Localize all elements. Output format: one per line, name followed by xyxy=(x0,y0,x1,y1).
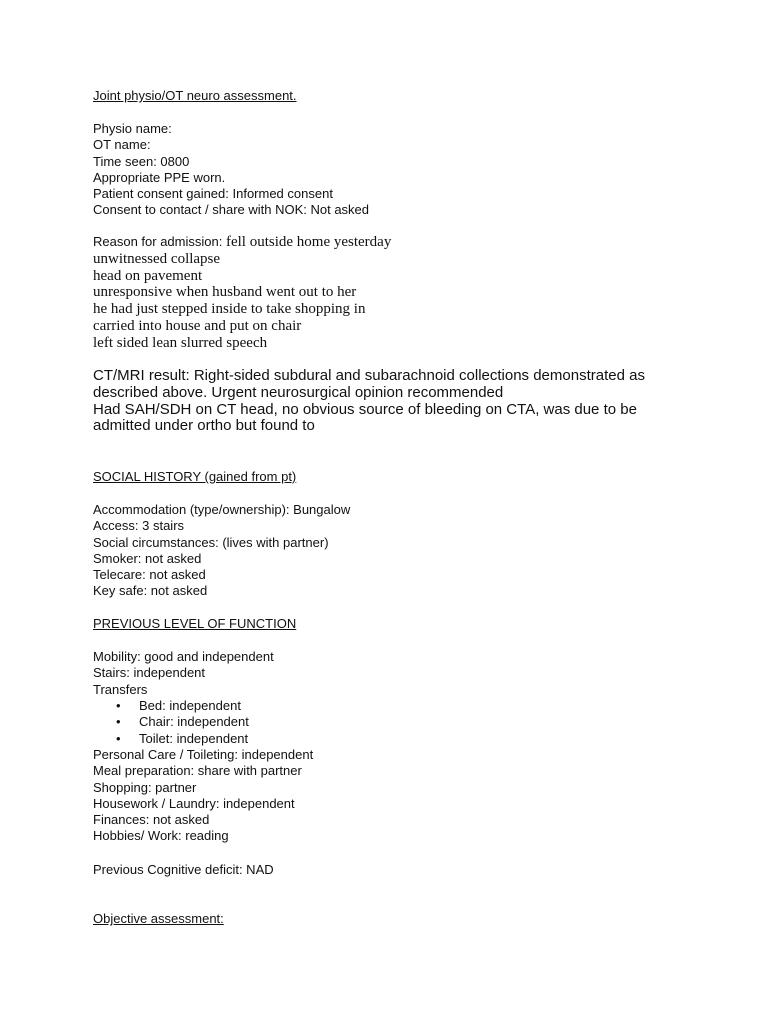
social-history-heading: SOCIAL HISTORY (gained from pt) xyxy=(93,469,297,484)
function-item: Finances: not asked xyxy=(93,812,210,828)
function-item: Housework / Laundry: independent xyxy=(93,795,295,811)
imaging-line-1 xyxy=(93,368,645,385)
social-history-item: Smoker: not asked xyxy=(93,550,202,566)
function-item: Hobbies/ Work: reading xyxy=(93,828,229,844)
consent-line: Patient consent gained: Informed consent xyxy=(93,186,333,202)
staff-block xyxy=(93,121,369,219)
previous-function-list xyxy=(93,747,313,845)
transfer-chair: Chair: independent xyxy=(139,714,249,730)
time-seen-line: Time seen: 0800 xyxy=(93,153,190,169)
transfers-label: Transfers xyxy=(93,681,148,697)
imaging-block xyxy=(93,368,645,435)
admission-text: fell outside home yesterday xyxy=(225,234,392,250)
admission-label: Reason for admission: xyxy=(93,234,226,249)
admission-line-4: unresponsive when husband went out to her xyxy=(93,284,357,301)
transfer-bed: Bed: independent xyxy=(139,698,241,713)
mobility-line: Mobility: good and independent xyxy=(93,649,274,664)
list-item xyxy=(93,714,249,730)
admission-line-1 xyxy=(93,234,391,251)
bullet-icon: • xyxy=(116,714,121,730)
objective-heading: Objective assessment: xyxy=(93,911,224,926)
imaging-label: CT/MRI result: xyxy=(93,367,194,384)
admission-line-5: he had just stepped inside to take shopping in xyxy=(93,301,366,318)
stairs-line: Stairs: independent xyxy=(93,665,206,681)
list-item xyxy=(93,698,249,714)
physio-name-line: Physio name: xyxy=(93,121,172,136)
social-history-item: Telecare: not asked xyxy=(93,567,206,583)
admission-line-3: head on pavement xyxy=(93,267,203,284)
transfers-list xyxy=(93,698,249,747)
function-item: Personal Care / Toileting: independent xyxy=(93,747,314,762)
bullet-icon: • xyxy=(116,698,121,713)
social-history-item: Access: 3 stairs xyxy=(93,518,185,534)
document-title: Joint physio/OT neuro assessment. xyxy=(93,88,297,103)
ppe-line: Appropriate PPE worn. xyxy=(93,169,226,185)
social-history-item: Social circumstances: (lives with partner) xyxy=(93,534,329,550)
imaging-line-2: described above. Urgent neurosurgical opinion recommended xyxy=(93,383,504,401)
social-history-item: Key safe: not asked xyxy=(93,583,208,599)
imaging-text: Right-sided subdural and subarachnoid collections demonstrated as xyxy=(193,367,645,384)
previous-function-top xyxy=(93,649,274,698)
admission-line-6: carried into house and put on chair xyxy=(93,317,302,334)
bullet-icon: • xyxy=(116,730,121,746)
admission-line-2: unwitnessed collapse xyxy=(93,250,221,267)
list-item xyxy=(93,731,249,747)
imaging-line-4: admitted under ortho but found to xyxy=(93,417,315,435)
transfer-toilet: Toilet: independent xyxy=(139,730,249,746)
ot-name-line: OT name: xyxy=(93,137,151,153)
social-history-item: Accommodation (type/ownership): Bungalow xyxy=(93,502,351,517)
admission-line-7: left sided lean slurred speech xyxy=(93,334,268,351)
social-history-list xyxy=(93,502,350,600)
imaging-line-3: Had SAH/SDH on CT head, no obvious source of bleeding on CTA, was due to be xyxy=(93,400,637,418)
previous-function-heading: PREVIOUS LEVEL OF FUNCTION xyxy=(93,616,297,631)
function-item: Meal preparation: share with partner xyxy=(93,763,302,779)
cognition-line: Previous Cognitive deficit: NAD xyxy=(93,862,274,877)
nok-consent-line: Consent to contact / share with NOK: Not asked xyxy=(93,202,370,218)
function-item: Shopping: partner xyxy=(93,779,197,795)
admission-block xyxy=(93,234,391,352)
